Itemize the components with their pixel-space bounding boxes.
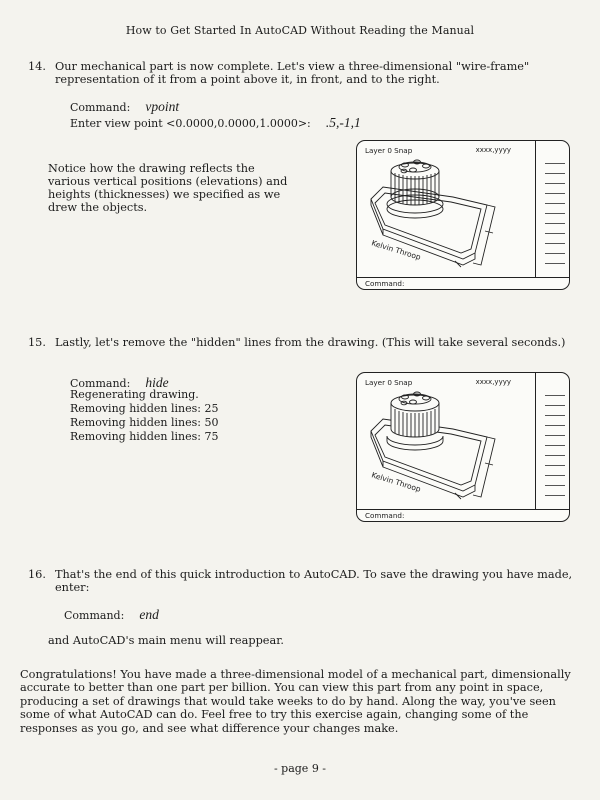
notice-line: Notice how the drawing reflects the xyxy=(48,162,255,175)
coordinate-readout: xxxx,yyyy xyxy=(475,146,511,154)
prompt-input: .5,-1,1 xyxy=(325,115,361,130)
command-label: Command: xyxy=(64,609,125,622)
step-14-number: 14. xyxy=(28,60,46,73)
step-16-number: 16. xyxy=(28,568,46,581)
wireframe-drawing xyxy=(357,141,569,289)
step-14-line-2: representation of it from a point above it, in front, and to the right. xyxy=(55,73,440,86)
output-line: Removing hidden lines: 50 xyxy=(70,416,219,429)
page-number: - page 9 - xyxy=(273,762,327,775)
drawing-label: Kelvin Throop xyxy=(370,470,422,494)
step-14-prompt xyxy=(70,112,361,131)
step-15-text: Lastly, let's remove the "hidden" lines from the drawing. (This will take several seconds.) xyxy=(55,336,566,349)
notice-line: heights (thicknesses) we specified as we xyxy=(48,188,281,201)
autocad-screen-hidden-removed xyxy=(356,372,570,522)
step-16-after: and AutoCAD's main menu will reappear. xyxy=(48,634,284,647)
congrats-line: some of what AutoCAD can do. Feel free to try this exercise again, changing some of the xyxy=(20,708,529,722)
output-line: Regenerating drawing. xyxy=(70,388,199,401)
command-output xyxy=(70,388,218,444)
page-header: How to Get Started In AutoCAD Without Reading the Manual xyxy=(125,24,475,37)
command-bar xyxy=(357,509,569,521)
step-16-line-2: enter: xyxy=(55,581,90,594)
congratulations-paragraph xyxy=(20,668,580,735)
step-16-line-1: That's the end of this quick introduction to AutoCAD. To save the drawing you have made, xyxy=(55,568,573,581)
step-15-number: 15. xyxy=(28,336,46,349)
step-16-text xyxy=(55,568,575,594)
autocad-screen-wireframe xyxy=(356,140,570,290)
output-line: Removing hidden lines: 25 xyxy=(70,402,219,415)
coordinate-readout: xxxx,yyyy xyxy=(475,378,511,386)
command-label: Command: xyxy=(70,101,131,114)
congrats-line: producing a set of drawings that would take weeks to do by hand. Along the way, you've seen xyxy=(20,694,556,708)
status-line: Layer 0 Snap xyxy=(365,146,413,155)
command-prompt: Command: xyxy=(365,511,405,520)
status-line: Layer 0 Snap xyxy=(365,378,413,387)
notice-line: various vertical positions (elevations) and xyxy=(48,175,288,188)
drawing-label: Kelvin Throop xyxy=(370,238,422,262)
output-line: Removing hidden lines: 75 xyxy=(70,430,219,443)
notice-paragraph xyxy=(48,162,308,214)
command-label: Command: xyxy=(70,377,131,390)
hidden-line-drawing xyxy=(357,373,569,521)
prompt-text: Enter view point <0.0000,0.0000,1.0000>: xyxy=(70,117,311,130)
step-16-command xyxy=(64,604,159,623)
step-14-line-1: Our mechanical part is now complete. Let's view a three-dimensional "wire-frame" xyxy=(55,60,530,73)
notice-line: drew the objects. xyxy=(48,201,148,214)
command-input: hide xyxy=(145,375,169,390)
congrats-line: accurate to better than one part per billion. You can view this part from any point in space, xyxy=(20,681,544,695)
command-input: end xyxy=(139,607,159,622)
command-prompt: Command: xyxy=(365,279,405,288)
command-input: vpoint xyxy=(145,99,180,114)
step-14-text xyxy=(55,60,565,86)
congrats-line: responses as you go, and see what difference your changes make. xyxy=(20,721,399,735)
congrats-line: Congratulations! You have made a three-dimensional model of a mechanical part, dimensionally xyxy=(20,668,571,681)
command-bar xyxy=(357,277,569,289)
